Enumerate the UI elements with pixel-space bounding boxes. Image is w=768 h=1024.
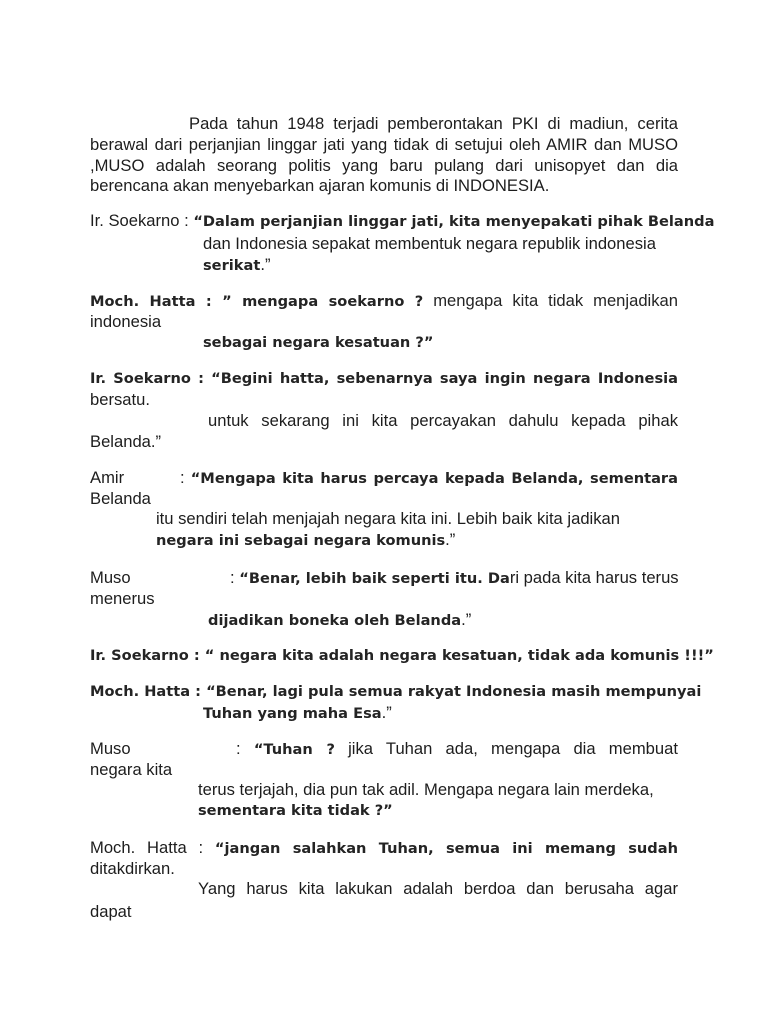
dialogue-line bbox=[203, 703, 678, 723]
dialogue-line: dapat bbox=[90, 902, 132, 921]
intro-line: ,MUSO adalah seorang politis yang baru pulang dari unisopyet dan dia bbox=[90, 156, 678, 175]
intro-line: berencana akan menyebarkan ajaran komunis di INDONESIA. bbox=[90, 176, 550, 195]
dialogue-text: .” bbox=[445, 530, 456, 549]
speaker-label: Moch. Hatta : bbox=[90, 293, 212, 310]
dialogue-text: “ negara kita adalah negara kesatuan, tidak ada komunis !!!” bbox=[204, 647, 714, 664]
dialogue-text: Tuhan yang maha Esa bbox=[203, 705, 382, 722]
dialogue-text: “Begini hatta, sebenarnya saya ingin negara Indonesia bbox=[211, 370, 678, 387]
dialogue-text: ” mengapa soekarno ? bbox=[222, 293, 424, 310]
dialogue-line: sementara kita tidak ?” bbox=[198, 802, 393, 819]
speaker-colon: : bbox=[230, 568, 240, 587]
intro-line: berawal dari perjanjian linggar jati yang tidak di setujui oleh AMIR dan MUSO bbox=[90, 135, 678, 154]
speaker-label: Muso bbox=[90, 739, 131, 758]
dialogue-text: “Mengapa kita harus percaya kepada Belanda, sementara bbox=[190, 470, 678, 487]
dialogue-line bbox=[90, 211, 715, 231]
dialogue-text: dijadikan boneka oleh Belanda bbox=[208, 612, 462, 629]
dialogue-text: “Tuhan ? bbox=[253, 741, 335, 758]
speaker-colon: : bbox=[236, 739, 254, 758]
speaker-label: Amir bbox=[90, 468, 125, 487]
dialogue-text: “Benar, lagi pula semua rakyat Indonesia masih mempunyai bbox=[206, 683, 702, 700]
dialogue-line bbox=[156, 530, 678, 550]
dialogue-line bbox=[203, 255, 678, 275]
speaker-label: Moch. Hatta : bbox=[90, 683, 207, 700]
dialogue-text: “Benar, lebih baik seperti itu. Da bbox=[239, 570, 510, 587]
dialogue-text: .” bbox=[381, 703, 392, 722]
speaker-label: Ir. Soekarno : bbox=[90, 211, 194, 230]
dialogue-text: ri pada kita harus terus bbox=[509, 568, 679, 587]
speaker-label: Muso bbox=[90, 568, 131, 587]
dialogue-line: terus terjajah, dia pun tak adil. Mengapa negara lain merdeka, bbox=[198, 780, 654, 799]
dialogue-line bbox=[180, 468, 678, 488]
dialogue-line bbox=[90, 682, 702, 702]
dialogue-text: .” bbox=[260, 255, 271, 274]
dialogue-line: Belanda.” bbox=[90, 432, 162, 451]
dialogue-line: indonesia bbox=[90, 312, 162, 331]
dialogue-line: bersatu. bbox=[90, 390, 150, 409]
intro-line: Pada tahun 1948 terjadi pemberontakan PKI di madiun, cerita bbox=[189, 114, 678, 133]
speaker-label: Ir. Soekarno : bbox=[90, 370, 212, 387]
dialogue-line: sebagai negara kesatuan ?” bbox=[203, 334, 434, 351]
dialogue-line bbox=[90, 646, 714, 666]
dialogue-line bbox=[90, 291, 678, 311]
dialogue-text: negara ini sebagai negara komunis bbox=[156, 532, 446, 549]
dialogue-text: serikat bbox=[203, 257, 261, 274]
dialogue-line: Yang harus kita lakukan adalah berdoa dan berusaha agar bbox=[198, 879, 678, 898]
dialogue-line bbox=[236, 739, 678, 759]
dialogue-line bbox=[208, 610, 678, 630]
dialogue-line: negara kita bbox=[90, 760, 173, 779]
dialogue-line bbox=[90, 369, 678, 389]
dialogue-line: Belanda bbox=[90, 489, 151, 508]
speaker-label: Ir. Soekarno : bbox=[90, 647, 205, 664]
dialogue-text: “Dalam perjanjian linggar jati, kita menyepakati pihak Belanda bbox=[193, 213, 715, 230]
dialogue-text: jika Tuhan ada, mengapa dia membuat bbox=[334, 739, 678, 758]
dialogue-line: ditakdirkan. bbox=[90, 859, 175, 878]
dialogue-line: itu sendiri telah menjajah negara kita ini. Lebih baik kita jadikan bbox=[156, 509, 620, 528]
speaker-colon: : bbox=[180, 468, 191, 487]
dialogue-line: menerus bbox=[90, 589, 155, 608]
dialogue-line bbox=[90, 838, 678, 858]
dialogue-text: .” bbox=[461, 610, 472, 629]
dialogue-line: dan Indonesia sepakat membentuk negara republik indonesia bbox=[203, 234, 656, 253]
speaker-label: Moch. Hatta : bbox=[90, 838, 215, 857]
dialogue-text: mengapa kita tidak menjadikan bbox=[423, 291, 678, 310]
dialogue-line: untuk sekarang ini kita percayakan dahulu kepada pihak bbox=[208, 411, 678, 430]
dialogue-line bbox=[230, 568, 678, 588]
dialogue-text: “jangan salahkan Tuhan, semua ini memang sudah bbox=[214, 840, 678, 857]
